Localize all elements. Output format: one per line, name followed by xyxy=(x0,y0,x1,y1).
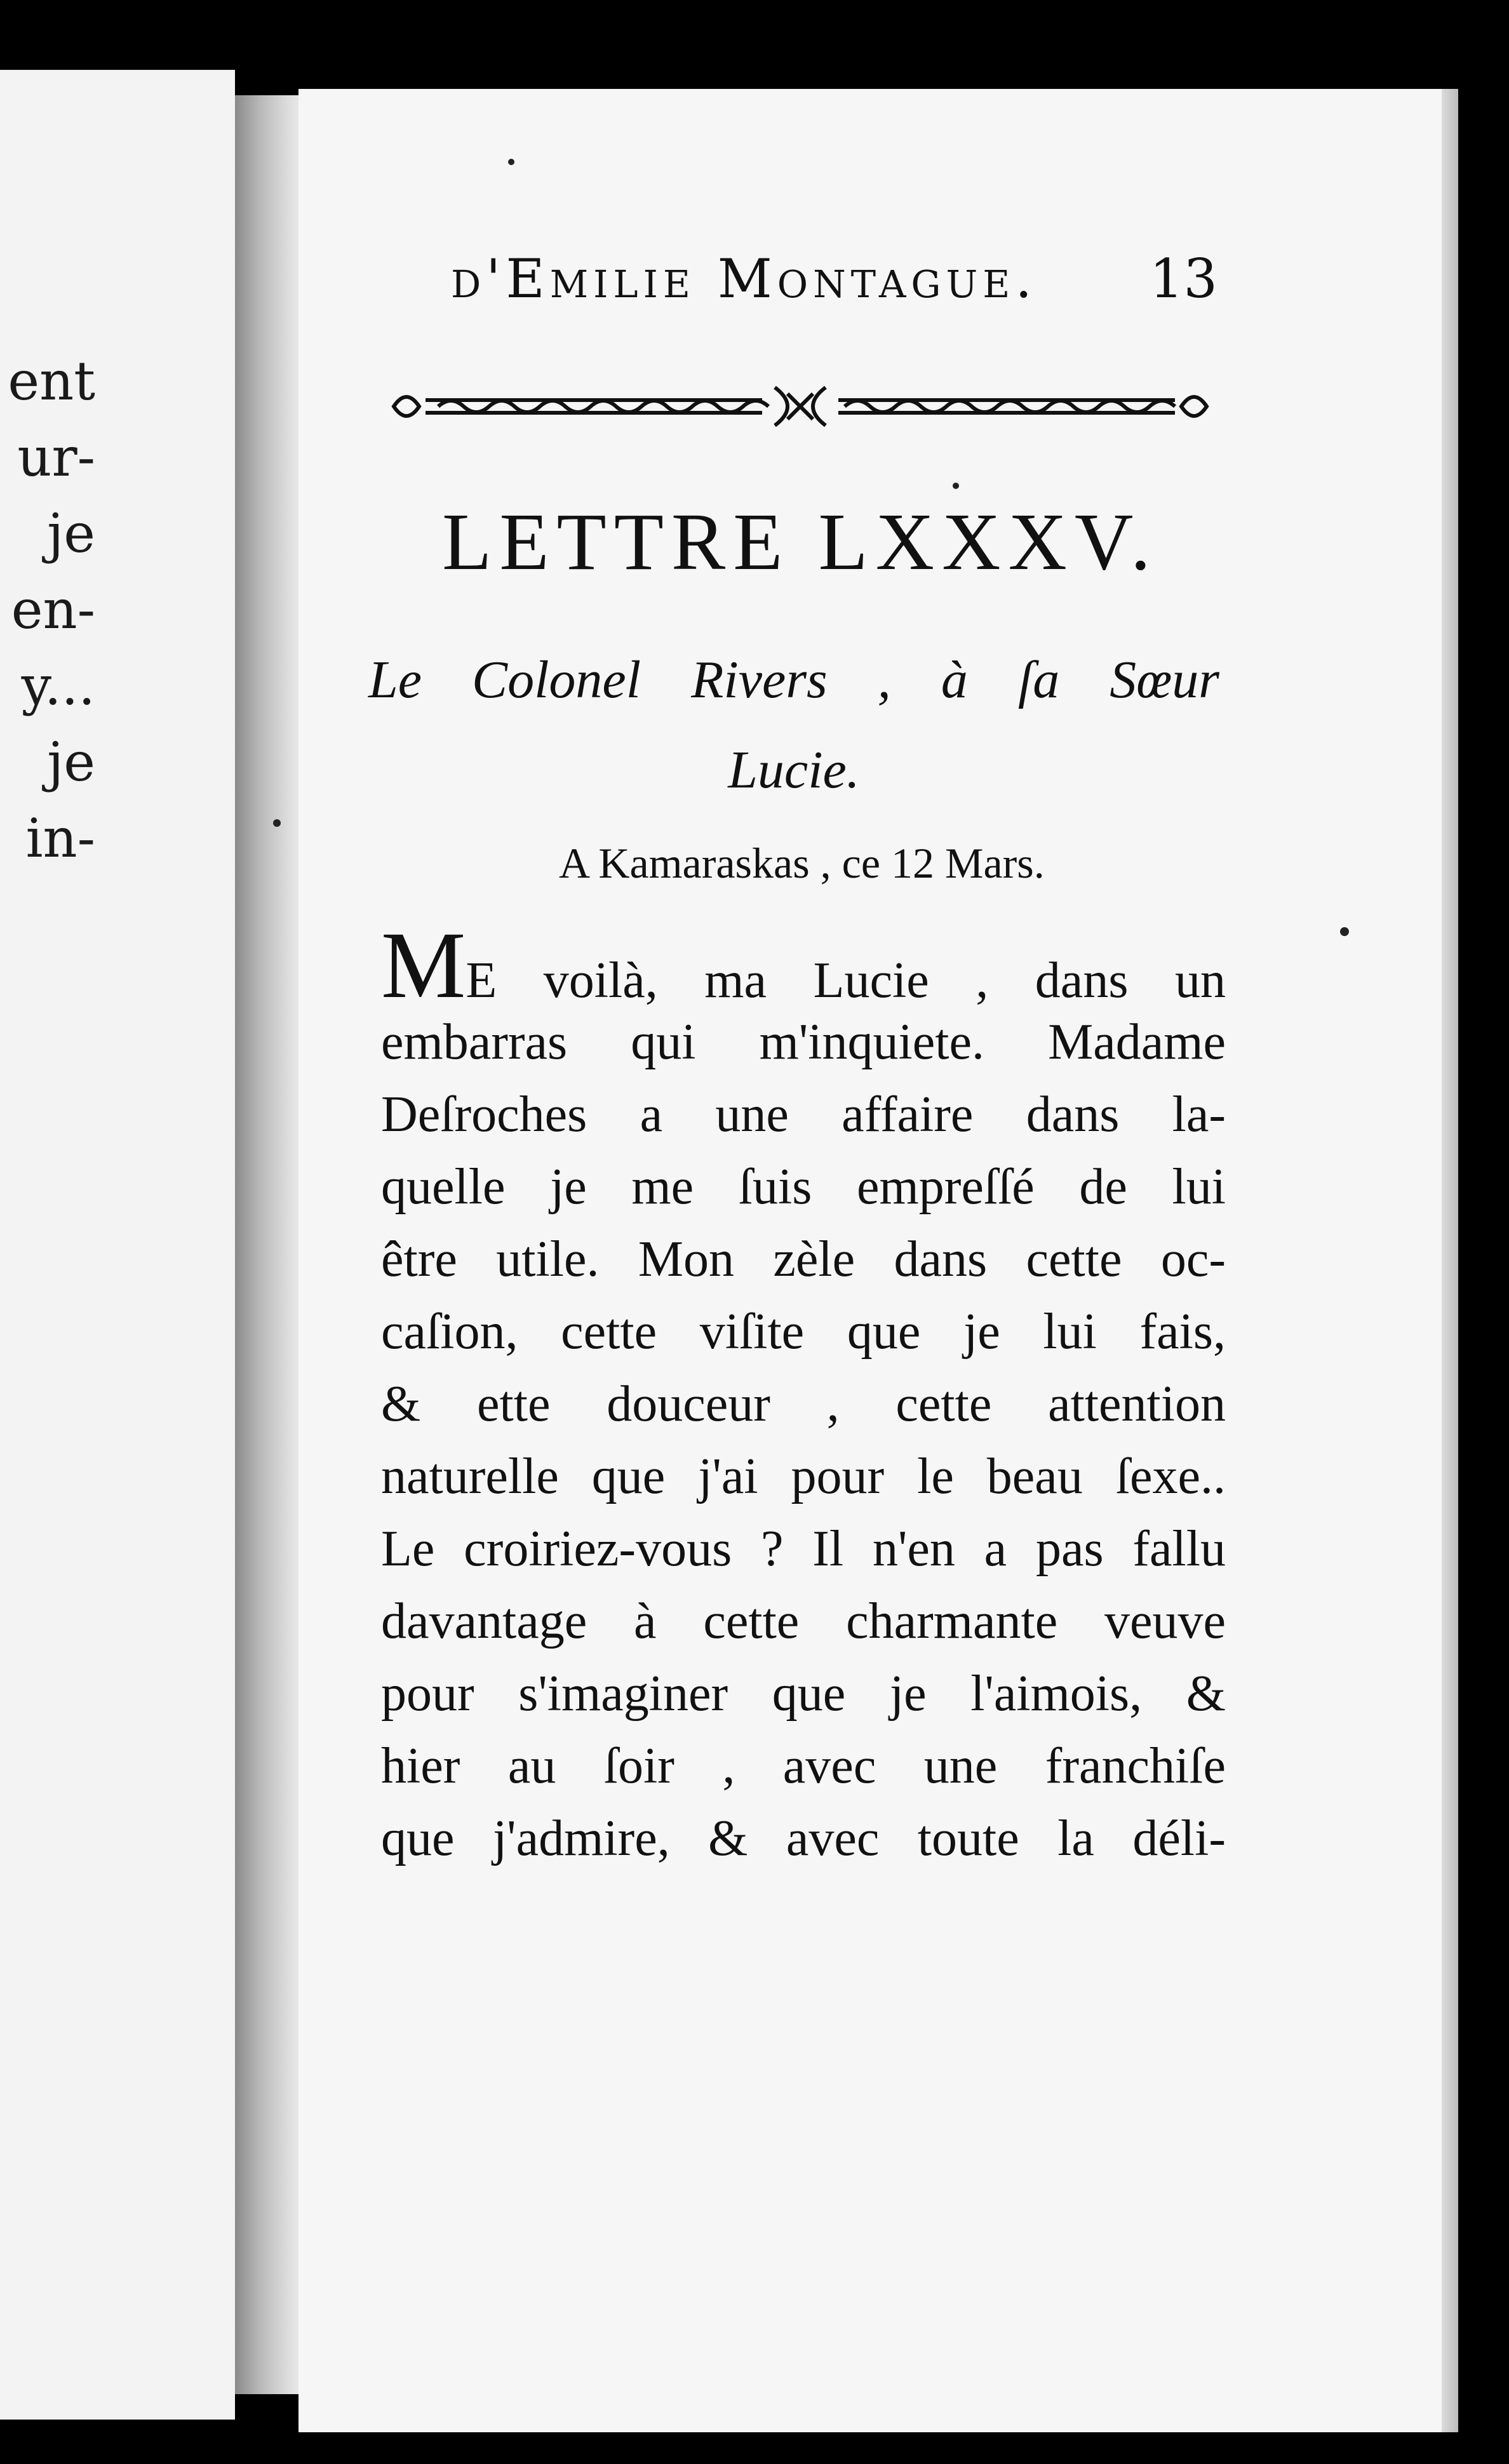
paper-speck xyxy=(508,159,514,165)
body-line: hier au ſoir , avec une franchiſe xyxy=(381,1738,1226,1794)
letter-title: LETTRE LXXXV. xyxy=(442,497,1158,587)
body-line: être utile. Mon zèle dans cette oc- xyxy=(381,1231,1226,1287)
decorative-ornament-band xyxy=(381,381,1219,432)
body-line: davantage à cette charmante veuve xyxy=(381,1593,1226,1649)
letter-dateline: A Kamaraskas , ce 12 Mars. xyxy=(559,839,1045,887)
body-line: & ette douceur , cette attention xyxy=(381,1376,1226,1432)
letter-body xyxy=(381,913,1226,1875)
letter-addressee-continued: Lucie. xyxy=(728,740,860,800)
left-page xyxy=(0,70,235,2420)
body-line: caſion, cette viſite que je lui fais, xyxy=(381,1304,1226,1360)
left-fragment: in- xyxy=(25,807,95,869)
left-fragment: ent xyxy=(8,350,95,412)
body-line: embarras qui m'inquiete. Madame xyxy=(381,1014,1226,1070)
body-line: que j'admire, & avec toute la déli- xyxy=(381,1811,1226,1866)
left-fragment: je xyxy=(47,731,95,793)
page-number: 13 xyxy=(1150,248,1217,310)
left-page-text-fragments xyxy=(0,343,95,876)
paper-speck xyxy=(953,483,959,489)
drop-cap: M xyxy=(381,913,466,1018)
book-gutter xyxy=(235,95,305,2394)
letter-addressee: Le Colonel Rivers , à ſa Sœur xyxy=(368,650,1219,709)
body-line xyxy=(381,913,1226,1018)
page-edge xyxy=(1442,89,1458,2432)
body-line: pour s'imaginer que je l'aimois, & xyxy=(381,1666,1226,1722)
left-fragment: ur- xyxy=(17,426,95,488)
body-line: naturelle que j'ai pour le beau ſexe.. xyxy=(381,1449,1226,1504)
body-line: quelle je me ſuis empreſſé de lui xyxy=(381,1159,1226,1215)
left-fragment: y... xyxy=(21,655,95,717)
left-fragment: en- xyxy=(11,579,95,641)
left-fragment: je xyxy=(47,502,95,565)
paper-speck xyxy=(1340,927,1349,936)
body-line: Deſroches a une affaire dans la- xyxy=(381,1087,1226,1142)
body-line: Le croiriez-vous ? Il n'en a pas fallu xyxy=(381,1521,1226,1577)
paper-speck xyxy=(273,819,281,827)
body-line-text: E voilà, ma Lucie , dans un xyxy=(466,953,1226,1008)
running-head: d'Emilie Montague. xyxy=(451,248,1038,310)
